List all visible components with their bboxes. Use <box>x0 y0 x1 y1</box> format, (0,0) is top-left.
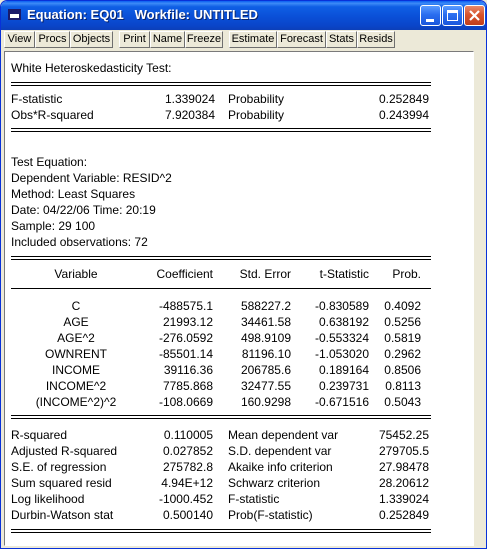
std-error-value: 81196.10 <box>241 347 291 361</box>
summary-label: Mean dependent var <box>228 428 339 442</box>
summary-value: -1000.452 <box>158 492 213 506</box>
maximize-icon <box>447 10 458 21</box>
variable-name: AGE <box>63 315 89 329</box>
t-stat-value: 0.239731 <box>318 379 369 393</box>
summary-label: S.E. of regression <box>11 460 107 474</box>
summary-value: 28.20612 <box>378 476 429 490</box>
forecast-button[interactable]: Forecast <box>277 31 326 48</box>
divider <box>11 529 431 530</box>
column-header: Variable <box>54 267 98 281</box>
summary-label: Prob(F-statistic) <box>228 508 313 522</box>
minimize-icon <box>426 19 434 22</box>
objects-button[interactable]: Objects <box>70 31 113 48</box>
coefficient-value: -85501.14 <box>158 347 213 361</box>
std-error-value: 34461.58 <box>240 315 291 329</box>
stat-value: 1.339024 <box>164 92 215 106</box>
t-stat-value: 0.638192 <box>318 315 369 329</box>
prob-value: 0.243994 <box>378 108 429 122</box>
summary-value: 279705.5 <box>378 444 429 458</box>
close-icon <box>465 6 484 25</box>
estimate-button[interactable]: Estimate <box>229 31 277 48</box>
prob-value: 0.8506 <box>384 363 421 377</box>
variable-name: AGE^2 <box>57 331 95 345</box>
variable-name: C <box>71 299 81 313</box>
coefficient-value: 21993.12 <box>162 315 213 329</box>
divider <box>11 128 431 129</box>
summary-label: Durbin-Watson stat <box>11 508 114 522</box>
summary-value: 275782.8 <box>162 460 213 474</box>
divider <box>11 82 431 83</box>
divider <box>11 256 431 257</box>
prob-value: 0.5043 <box>384 395 421 409</box>
summary-value: 0.110005 <box>163 428 213 442</box>
stat-label: F-statistic <box>11 92 63 106</box>
summary-label: S.D. dependent var <box>228 444 332 458</box>
info-line: Method: Least Squares <box>11 187 136 201</box>
summary-label: F-statistic <box>228 492 280 506</box>
summary-label: Schwarz criterion <box>228 476 321 490</box>
prob-value: 0.4092 <box>384 299 421 313</box>
info-line: Dependent Variable: RESID^2 <box>11 171 172 185</box>
std-error-value: 588227.2 <box>240 299 291 313</box>
t-stat-value: -1.053020 <box>314 347 369 361</box>
divider <box>11 85 431 86</box>
coefficient-value: 7785.868 <box>162 379 213 393</box>
divider <box>11 131 431 132</box>
std-error-value: 32477.55 <box>240 379 291 393</box>
summary-label: Adjusted R-squared <box>11 444 118 458</box>
minimize-button[interactable] <box>420 5 441 26</box>
info-line: Date: 04/22/06 Time: 20:19 <box>11 203 156 217</box>
summary-value: 1.339024 <box>378 492 429 506</box>
summary-value: 4.94E+12 <box>161 476 213 490</box>
output-pane[interactable] <box>4 51 474 546</box>
window-title: Equation: EQ01 Workfile: UNTITLED <box>27 7 258 22</box>
summary-value: 0.500140 <box>162 508 213 522</box>
coefficient-value: -108.0669 <box>158 395 213 409</box>
divider <box>11 288 431 289</box>
prob-value: 0.2962 <box>384 347 421 361</box>
test-heading: White Heteroskedasticity Test: <box>11 61 172 75</box>
divider <box>11 532 431 533</box>
column-header: Prob. <box>392 267 421 281</box>
close-button[interactable] <box>464 5 485 26</box>
coefficient-value: -488575.1 <box>158 299 213 313</box>
name-button[interactable]: Name <box>150 31 185 48</box>
prob-value: 0.252849 <box>378 92 429 106</box>
window-icon <box>8 9 21 20</box>
view-button[interactable]: View <box>4 31 35 48</box>
summary-value: 27.98478 <box>378 460 429 474</box>
variable-name: INCOME <box>52 363 100 377</box>
stat-value: 7.920384 <box>164 108 215 122</box>
summary-value: 0.252849 <box>378 508 429 522</box>
maximize-button[interactable] <box>442 5 463 26</box>
variable-name: (INCOME^2)^2 <box>35 395 117 409</box>
freeze-button[interactable]: Freeze <box>185 31 223 48</box>
prob-value: 0.8113 <box>385 379 421 393</box>
summary-label: Akaike info criterion <box>228 460 333 474</box>
summary-value: 75452.25 <box>378 428 429 442</box>
std-error-value: 206785.6 <box>240 363 291 377</box>
stats-button[interactable]: Stats <box>326 31 357 48</box>
info-line: Test Equation: <box>11 155 88 169</box>
prob-value: 0.5256 <box>384 315 421 329</box>
resids-button[interactable]: Resids <box>357 31 395 48</box>
variable-name: OWNRENT <box>45 347 107 361</box>
prob-label: Probability <box>228 108 285 122</box>
t-stat-value: -0.830589 <box>314 299 369 313</box>
toolbar <box>4 30 483 50</box>
stat-label: Obs*R-squared <box>11 108 94 122</box>
column-header: Std. Error <box>239 267 291 281</box>
t-stat-value: -0.671516 <box>314 395 369 409</box>
window-border-right <box>474 51 484 546</box>
std-error-value: 498.9109 <box>240 331 291 345</box>
summary-label: R-squared <box>11 428 68 442</box>
summary-label: Sum squared resid <box>11 476 112 490</box>
print-button[interactable]: Print <box>119 31 150 48</box>
t-stat-value: -0.553324 <box>314 331 369 345</box>
summary-label: Log likelihood <box>11 492 85 506</box>
info-line: Sample: 29 100 <box>11 219 96 233</box>
column-header: t-Statistic <box>319 267 369 281</box>
summary-value: 0.027852 <box>162 444 213 458</box>
prob-label: Probability <box>228 92 285 106</box>
divider <box>11 259 431 260</box>
coefficient-value: -276.0592 <box>158 331 213 345</box>
procs-button[interactable]: Procs <box>35 31 70 48</box>
info-line: Included observations: 72 <box>11 235 148 249</box>
t-stat-value: 0.189164 <box>318 363 369 377</box>
column-header: Coefficient <box>156 267 213 281</box>
divider <box>11 418 431 419</box>
prob-value: 0.5819 <box>384 331 421 345</box>
coefficient-value: 39116.36 <box>163 363 213 377</box>
variable-name: INCOME^2 <box>45 379 107 393</box>
title-bar[interactable] <box>1 1 486 30</box>
divider <box>11 415 431 416</box>
std-error-value: 160.9298 <box>240 395 291 409</box>
